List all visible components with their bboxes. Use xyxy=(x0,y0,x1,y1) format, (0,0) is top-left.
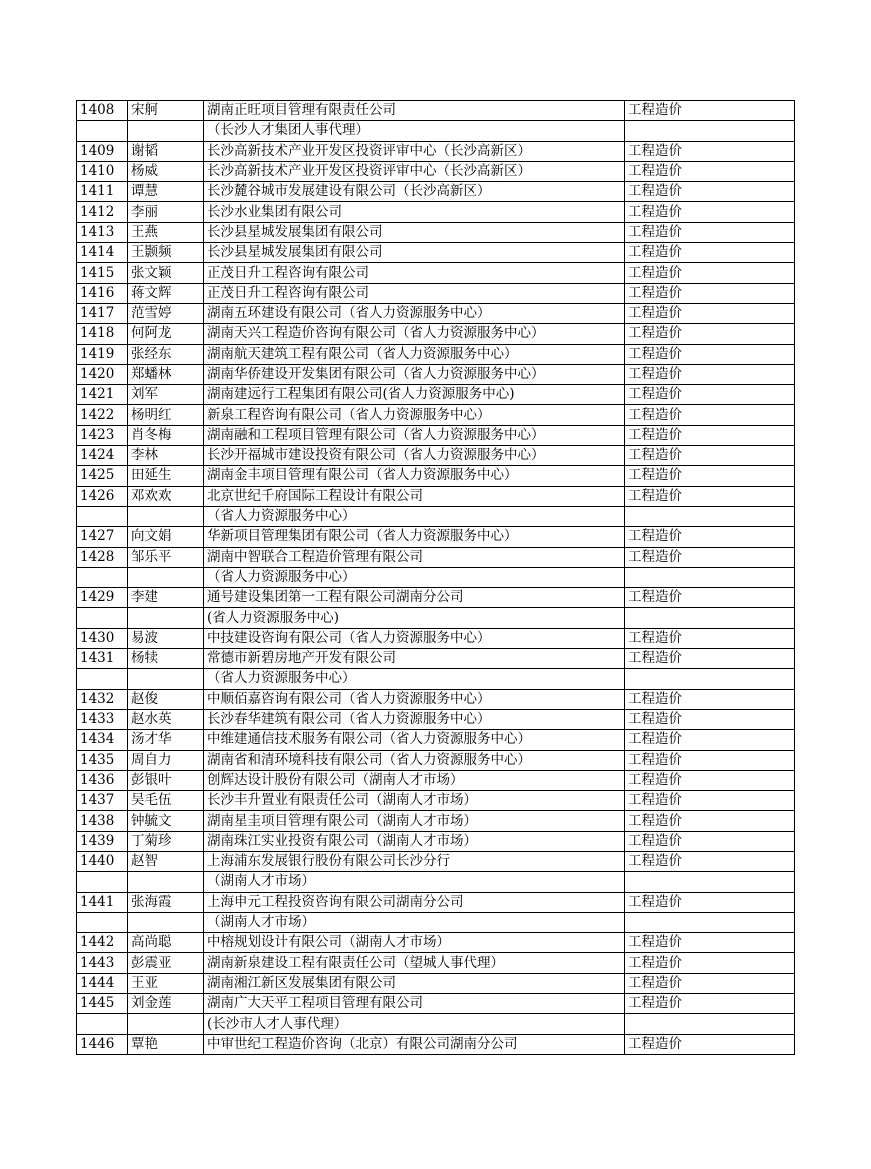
table-row xyxy=(77,506,795,526)
person-name-cell: 范雪婷 xyxy=(128,303,204,323)
organization-cell: 长沙高新技术产业开发区投资评审中心（长沙高新区） xyxy=(204,141,625,161)
specialty-cell: 工程造价 xyxy=(625,1034,795,1054)
table-row xyxy=(77,933,795,953)
organization-cell: 长沙高新技术产业开发区投资评审中心（长沙高新区） xyxy=(204,161,625,181)
person-name-cell: 钟毓文 xyxy=(128,811,204,831)
specialty-cell: 工程造价 xyxy=(625,405,795,425)
person-name-cell: 覃艳 xyxy=(128,1034,204,1054)
row-number-cell: 1424 xyxy=(77,446,128,466)
person-name-cell xyxy=(128,669,204,689)
person-name-cell: 张经东 xyxy=(128,344,204,364)
table-row xyxy=(77,141,795,161)
person-name-cell: 蒋文辉 xyxy=(128,283,204,303)
row-number-cell: 1442 xyxy=(77,933,128,953)
organization-cell: 中顺佰嘉咨询有限公司（省人力资源服务中心） xyxy=(204,689,625,709)
table-row xyxy=(77,831,795,851)
table-row xyxy=(77,649,795,669)
specialty-cell: 工程造价 xyxy=(625,466,795,486)
table-row xyxy=(77,892,795,912)
organization-cell: 中榕规划设计有限公司（湖南人才市场） xyxy=(204,933,625,953)
specialty-cell: 工程造价 xyxy=(625,263,795,283)
table-row xyxy=(77,1014,795,1034)
specialty-cell: 工程造价 xyxy=(625,385,795,405)
person-name-cell xyxy=(128,1014,204,1034)
organization-cell: 湖南金丰项目管理有限公司（省人力资源服务中心） xyxy=(204,466,625,486)
organization-cell: 湖南珠江实业投资有限公司（湖南人才市场） xyxy=(204,831,625,851)
organization-cell: (省人力资源服务中心) xyxy=(204,608,625,628)
table-row xyxy=(77,994,795,1014)
row-number-cell: 1436 xyxy=(77,770,128,790)
table-row xyxy=(77,628,795,648)
specialty-cell: 工程造价 xyxy=(625,953,795,973)
specialty-cell: 工程造价 xyxy=(625,811,795,831)
person-name-cell: 杨威 xyxy=(128,161,204,181)
person-name-cell: 丁菊珍 xyxy=(128,831,204,851)
organization-cell: 通号建设集团第一工程有限公司湖南分公司 xyxy=(204,588,625,608)
row-number-cell xyxy=(77,506,128,526)
person-name-cell: 王颢频 xyxy=(128,243,204,263)
person-name-cell: 赵智 xyxy=(128,851,204,871)
specialty-cell: 工程造价 xyxy=(625,770,795,790)
specialty-cell xyxy=(625,608,795,628)
organization-cell: 北京世纪千府国际工程设计有限公司 xyxy=(204,486,625,506)
organization-cell: 湖南新泉建设工程有限责任公司（望城人事代理） xyxy=(204,953,625,973)
row-number-cell: 1432 xyxy=(77,689,128,709)
person-name-cell: 何阿龙 xyxy=(128,324,204,344)
person-name-cell: 谭慧 xyxy=(128,182,204,202)
row-number-cell: 1409 xyxy=(77,141,128,161)
row-number-cell: 1433 xyxy=(77,709,128,729)
table-row xyxy=(77,547,795,567)
row-number-cell: 1437 xyxy=(77,791,128,811)
organization-cell: 湖南融和工程项目管理有限公司（省人力资源服务中心） xyxy=(204,425,625,445)
person-name-cell: 王亚 xyxy=(128,973,204,993)
person-name-cell: 刘金莲 xyxy=(128,994,204,1014)
specialty-cell: 工程造价 xyxy=(625,892,795,912)
person-name-cell xyxy=(128,506,204,526)
person-name-cell: 易波 xyxy=(128,628,204,648)
person-name-cell: 郑蟠林 xyxy=(128,364,204,384)
organization-cell: （省人力资源服务中心） xyxy=(204,669,625,689)
person-name-cell: 彭银叶 xyxy=(128,770,204,790)
roster-table xyxy=(76,100,795,1055)
organization-cell: 中技建设咨询有限公司（省人力资源服务中心） xyxy=(204,628,625,648)
specialty-cell: 工程造价 xyxy=(625,425,795,445)
row-number-cell: 1427 xyxy=(77,527,128,547)
row-number-cell xyxy=(77,872,128,892)
specialty-cell xyxy=(625,1014,795,1034)
person-name-cell: 王燕 xyxy=(128,222,204,242)
row-number-cell: 1446 xyxy=(77,1034,128,1054)
table-row xyxy=(77,446,795,466)
specialty-cell: 工程造价 xyxy=(625,689,795,709)
organization-cell: (长沙市人才人事代理） xyxy=(204,1014,625,1034)
specialty-cell: 工程造价 xyxy=(625,283,795,303)
table-row xyxy=(77,243,795,263)
table-row xyxy=(77,263,795,283)
organization-cell: 上海申元工程投资咨询有限公司湖南分公司 xyxy=(204,892,625,912)
organization-cell: 湖南中智联合工程造价管理有限公司 xyxy=(204,547,625,567)
person-name-cell: 刘军 xyxy=(128,385,204,405)
organization-cell: 中维建通信技术服务有限公司（省人力资源服务中心） xyxy=(204,730,625,750)
row-number-cell: 1441 xyxy=(77,892,128,912)
person-name-cell: 肖冬梅 xyxy=(128,425,204,445)
organization-cell: 湖南航天建筑工程有限公司（省人力资源服务中心） xyxy=(204,344,625,364)
row-number-cell xyxy=(77,567,128,587)
organization-cell: 长沙县星城发展集团有限公司 xyxy=(204,222,625,242)
table-row xyxy=(77,405,795,425)
specialty-cell: 工程造价 xyxy=(625,324,795,344)
person-name-cell: 邓欢欢 xyxy=(128,486,204,506)
row-number-cell: 1440 xyxy=(77,851,128,871)
specialty-cell xyxy=(625,121,795,141)
table-row xyxy=(77,364,795,384)
row-number-cell: 1426 xyxy=(77,486,128,506)
specialty-cell: 工程造价 xyxy=(625,141,795,161)
row-number-cell: 1429 xyxy=(77,588,128,608)
row-number-cell: 1444 xyxy=(77,973,128,993)
table-row xyxy=(77,750,795,770)
table-row xyxy=(77,344,795,364)
table-row xyxy=(77,324,795,344)
person-name-cell: 高尚聪 xyxy=(128,933,204,953)
organization-cell: 湖南华侨建设开发集团有限公司（省人力资源服务中心） xyxy=(204,364,625,384)
person-name-cell: 向文娟 xyxy=(128,527,204,547)
row-number-cell: 1439 xyxy=(77,831,128,851)
person-name-cell: 李丽 xyxy=(128,202,204,222)
row-number-cell: 1408 xyxy=(77,101,128,121)
table-row xyxy=(77,791,795,811)
specialty-cell: 工程造价 xyxy=(625,994,795,1014)
person-name-cell: 张文颖 xyxy=(128,263,204,283)
person-name-cell xyxy=(128,121,204,141)
person-name-cell xyxy=(128,567,204,587)
organization-cell: （省人力资源服务中心） xyxy=(204,506,625,526)
specialty-cell: 工程造价 xyxy=(625,933,795,953)
table-row xyxy=(77,730,795,750)
organization-cell: 华新项目管理集团有限公司（省人力资源服务中心） xyxy=(204,527,625,547)
organization-cell: 长沙县星城发展集团有限公司 xyxy=(204,243,625,263)
person-name-cell xyxy=(128,912,204,932)
row-number-cell: 1438 xyxy=(77,811,128,831)
row-number-cell: 1418 xyxy=(77,324,128,344)
row-number-cell: 1416 xyxy=(77,283,128,303)
row-number-cell: 1419 xyxy=(77,344,128,364)
person-name-cell: 宋舸 xyxy=(128,101,204,121)
specialty-cell: 工程造价 xyxy=(625,344,795,364)
roster-body xyxy=(77,101,795,1055)
specialty-cell: 工程造价 xyxy=(625,243,795,263)
specialty-cell: 工程造价 xyxy=(625,364,795,384)
table-row xyxy=(77,101,795,121)
specialty-cell: 工程造价 xyxy=(625,973,795,993)
organization-cell: （湖南人才市场） xyxy=(204,872,625,892)
organization-cell: 湖南省和清环境科技有限公司（省人力资源服务中心） xyxy=(204,750,625,770)
organization-cell: 湖南建远行工程集团有限公司(省人力资源服务中心) xyxy=(204,385,625,405)
specialty-cell: 工程造价 xyxy=(625,750,795,770)
organization-cell: 湖南五环建设有限公司（省人力资源服务中心） xyxy=(204,303,625,323)
person-name-cell: 赵俊 xyxy=(128,689,204,709)
specialty-cell: 工程造价 xyxy=(625,791,795,811)
organization-cell: 湖南天兴工程造价咨询有限公司（省人力资源服务中心） xyxy=(204,324,625,344)
table-row xyxy=(77,608,795,628)
person-name-cell: 李建 xyxy=(128,588,204,608)
row-number-cell: 1430 xyxy=(77,628,128,648)
row-number-cell: 1411 xyxy=(77,182,128,202)
table-row xyxy=(77,811,795,831)
specialty-cell: 工程造价 xyxy=(625,303,795,323)
specialty-cell: 工程造价 xyxy=(625,649,795,669)
organization-cell: 长沙丰升置业有限责任公司（湖南人才市场） xyxy=(204,791,625,811)
row-number-cell: 1428 xyxy=(77,547,128,567)
table-row xyxy=(77,283,795,303)
person-name-cell: 周自力 xyxy=(128,750,204,770)
organization-cell: 长沙水业集团有限公司 xyxy=(204,202,625,222)
row-number-cell: 1434 xyxy=(77,730,128,750)
table-row xyxy=(77,161,795,181)
row-number-cell: 1435 xyxy=(77,750,128,770)
organization-cell: 创辉达设计股份有限公司（湖南人才市场） xyxy=(204,770,625,790)
specialty-cell: 工程造价 xyxy=(625,486,795,506)
person-name-cell: 赵水英 xyxy=(128,709,204,729)
specialty-cell xyxy=(625,567,795,587)
row-number-cell: 1445 xyxy=(77,994,128,1014)
specialty-cell xyxy=(625,912,795,932)
specialty-cell: 工程造价 xyxy=(625,588,795,608)
table-row xyxy=(77,669,795,689)
person-name-cell: 谢韬 xyxy=(128,141,204,161)
organization-cell: （长沙人才集团人事代理） xyxy=(204,121,625,141)
specialty-cell: 工程造价 xyxy=(625,709,795,729)
person-name-cell: 杨犊 xyxy=(128,649,204,669)
row-number-cell: 1443 xyxy=(77,953,128,973)
row-number-cell: 1422 xyxy=(77,405,128,425)
specialty-cell: 工程造价 xyxy=(625,628,795,648)
row-number-cell: 1425 xyxy=(77,466,128,486)
table-row xyxy=(77,486,795,506)
row-number-cell xyxy=(77,121,128,141)
specialty-cell: 工程造价 xyxy=(625,851,795,871)
specialty-cell: 工程造价 xyxy=(625,161,795,181)
specialty-cell xyxy=(625,872,795,892)
person-name-cell xyxy=(128,608,204,628)
row-number-cell: 1413 xyxy=(77,222,128,242)
table-row xyxy=(77,222,795,242)
organization-cell: （湖南人才市场） xyxy=(204,912,625,932)
organization-cell: 长沙春华建筑有限公司（省人力资源服务中心） xyxy=(204,709,625,729)
specialty-cell: 工程造价 xyxy=(625,831,795,851)
row-number-cell xyxy=(77,912,128,932)
table-row xyxy=(77,689,795,709)
row-number-cell xyxy=(77,608,128,628)
organization-cell: 中审世纪工程造价咨询（北京）有限公司湖南分公司 xyxy=(204,1034,625,1054)
row-number-cell: 1423 xyxy=(77,425,128,445)
organization-cell: 常德市新碧房地产开发有限公司 xyxy=(204,649,625,669)
organization-cell: （省人力资源服务中心） xyxy=(204,567,625,587)
person-name-cell: 张海霞 xyxy=(128,892,204,912)
table-row xyxy=(77,567,795,587)
table-row xyxy=(77,953,795,973)
specialty-cell: 工程造价 xyxy=(625,730,795,750)
table-row xyxy=(77,912,795,932)
organization-cell: 湖南正旺项目管理有限责任公司 xyxy=(204,101,625,121)
row-number-cell: 1412 xyxy=(77,202,128,222)
organization-cell: 上海浦东发展银行股份有限公司长沙分行 xyxy=(204,851,625,871)
table-row xyxy=(77,202,795,222)
table-row xyxy=(77,851,795,871)
specialty-cell: 工程造价 xyxy=(625,547,795,567)
specialty-cell: 工程造价 xyxy=(625,182,795,202)
row-number-cell xyxy=(77,669,128,689)
organization-cell: 长沙麓谷城市发展建设有限公司（长沙高新区） xyxy=(204,182,625,202)
specialty-cell: 工程造价 xyxy=(625,446,795,466)
organization-cell: 湖南广大天平工程项目管理有限公司 xyxy=(204,994,625,1014)
row-number-cell: 1410 xyxy=(77,161,128,181)
row-number-cell xyxy=(77,1014,128,1034)
row-number-cell: 1420 xyxy=(77,364,128,384)
specialty-cell: 工程造价 xyxy=(625,222,795,242)
person-name-cell: 汤才华 xyxy=(128,730,204,750)
specialty-cell xyxy=(625,669,795,689)
organization-cell: 长沙开福城市建设投资有限公司（省人力资源服务中心） xyxy=(204,446,625,466)
table-row xyxy=(77,425,795,445)
specialty-cell xyxy=(625,506,795,526)
table-row xyxy=(77,973,795,993)
organization-cell: 正茂日升工程咨询有限公司 xyxy=(204,263,625,283)
table-row xyxy=(77,385,795,405)
person-name-cell xyxy=(128,872,204,892)
row-number-cell: 1421 xyxy=(77,385,128,405)
table-row xyxy=(77,527,795,547)
table-row xyxy=(77,303,795,323)
table-row xyxy=(77,770,795,790)
table-row xyxy=(77,466,795,486)
organization-cell: 正茂日升工程咨询有限公司 xyxy=(204,283,625,303)
row-number-cell: 1431 xyxy=(77,649,128,669)
person-name-cell: 彭震亚 xyxy=(128,953,204,973)
table-row xyxy=(77,709,795,729)
person-name-cell: 杨明红 xyxy=(128,405,204,425)
row-number-cell: 1415 xyxy=(77,263,128,283)
row-number-cell: 1417 xyxy=(77,303,128,323)
table-row xyxy=(77,121,795,141)
specialty-cell: 工程造价 xyxy=(625,101,795,121)
specialty-cell: 工程造价 xyxy=(625,527,795,547)
organization-cell: 湖南星圭项目管理有限公司（湖南人才市场） xyxy=(204,811,625,831)
table-row xyxy=(77,1034,795,1054)
row-number-cell: 1414 xyxy=(77,243,128,263)
person-name-cell: 田延生 xyxy=(128,466,204,486)
specialty-cell: 工程造价 xyxy=(625,202,795,222)
table-row xyxy=(77,588,795,608)
table-row xyxy=(77,182,795,202)
table-row xyxy=(77,872,795,892)
organization-cell: 湖南湘江新区发展集团有限公司 xyxy=(204,973,625,993)
person-name-cell: 李林 xyxy=(128,446,204,466)
organization-cell: 新泉工程咨询有限公司（省人力资源服务中心） xyxy=(204,405,625,425)
person-name-cell: 吴毛伍 xyxy=(128,791,204,811)
person-name-cell: 邹乐平 xyxy=(128,547,204,567)
